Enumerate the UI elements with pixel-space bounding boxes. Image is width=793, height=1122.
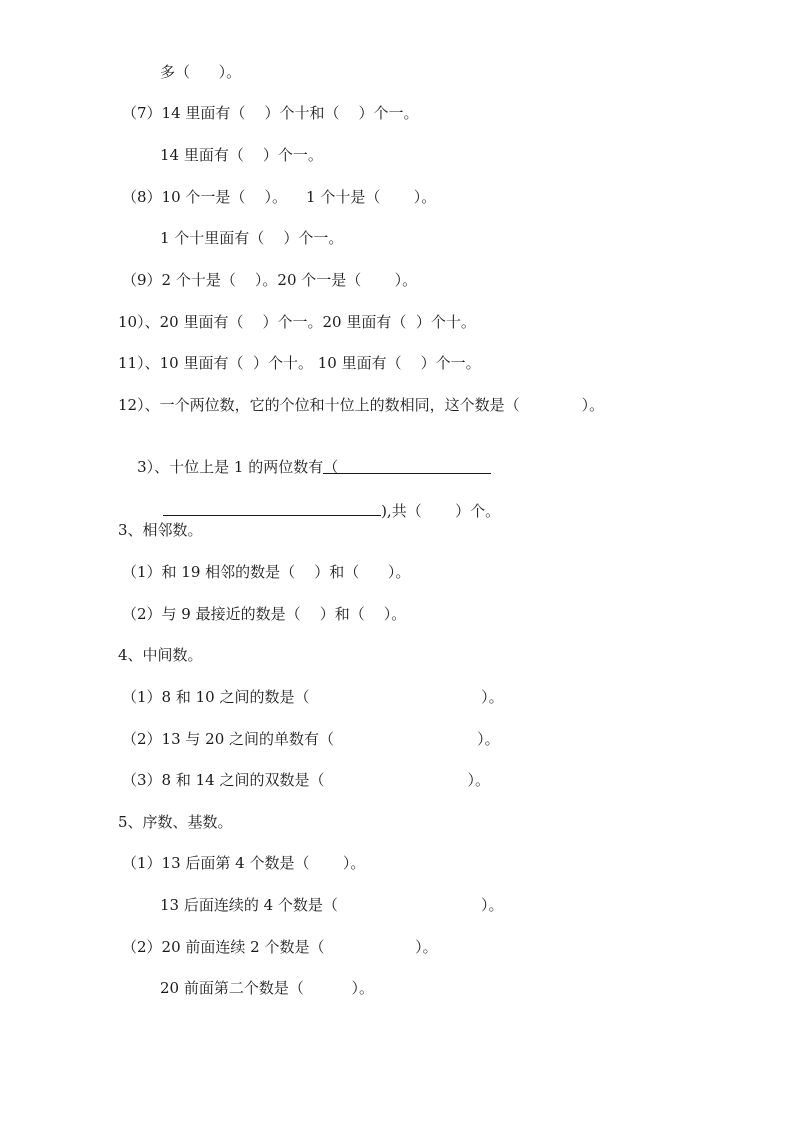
- section-5-item-2-line-2: 20 前面第二个数是（ ）。: [160, 979, 375, 997]
- item-13-question: 3）、十位上是 1 的两位数有: [137, 458, 324, 476]
- answer-blank-line: [163, 499, 381, 516]
- section-3-heading: 3、相邻数。: [118, 521, 203, 539]
- item-13-line-2: [144, 479, 501, 520]
- section-5-item-1-line-1: （1）13 后面第 4 个数是（ ）。: [122, 854, 366, 872]
- section-4-item-2: （2）13 与 20 之间的单数有（ ）。: [122, 730, 500, 748]
- section-5-item-1-line-2: 13 后面连续的 4 个数是（ ）。: [160, 896, 504, 914]
- section-5-item-2-line-1: （2）20 前面连续 2 个数是（ ）。: [122, 938, 438, 956]
- item-13-total: ),共（ ）个。: [381, 502, 501, 520]
- item-13-line-1: [118, 437, 491, 476]
- section-3-item-1: （1）和 19 相邻的数是（ ）和（ ）。: [122, 563, 411, 581]
- section-4-item-3: （3）8 和 14 之间的双数是（ ）。: [122, 771, 491, 789]
- item-8-line-2: 1 个十里面有（ ）个一。: [160, 229, 344, 247]
- item-11: 11）、10 里面有（ ）个十。 10 里面有（ ）个一。: [118, 354, 481, 372]
- item-9: （9）2 个十是（ ）。20 个一是（ ）。: [122, 271, 418, 289]
- answer-blank-paren: （: [323, 458, 339, 476]
- section-4-heading: 4、中间数。: [118, 646, 203, 664]
- section-5-heading: 5、序数、基数。: [118, 813, 233, 831]
- answer-blank-line: [323, 457, 491, 474]
- section-3-item-2: （2）与 9 最接近的数是（ ）和（ ）。: [122, 605, 407, 623]
- item-8-line-1: （8）10 个一是（ ）。 1 个十是（ ）。: [122, 188, 437, 206]
- item-7-line-1: （7）14 里面有（ ）个十和（ ）个一。: [122, 104, 419, 122]
- item-6-continuation: 多（ ）。: [160, 63, 242, 81]
- item-7-line-2: 14 里面有（ ）个一。: [160, 146, 323, 164]
- item-12: 12）、一个两位数，它的个位和十位上的数相同，这个数是（ ）。: [118, 396, 605, 414]
- section-4-item-1: （1）8 和 10 之间的数是（ ）。: [122, 688, 504, 706]
- item-10: 10）、20 里面有（ ）个一。20 里面有（ ）个十。: [118, 313, 476, 331]
